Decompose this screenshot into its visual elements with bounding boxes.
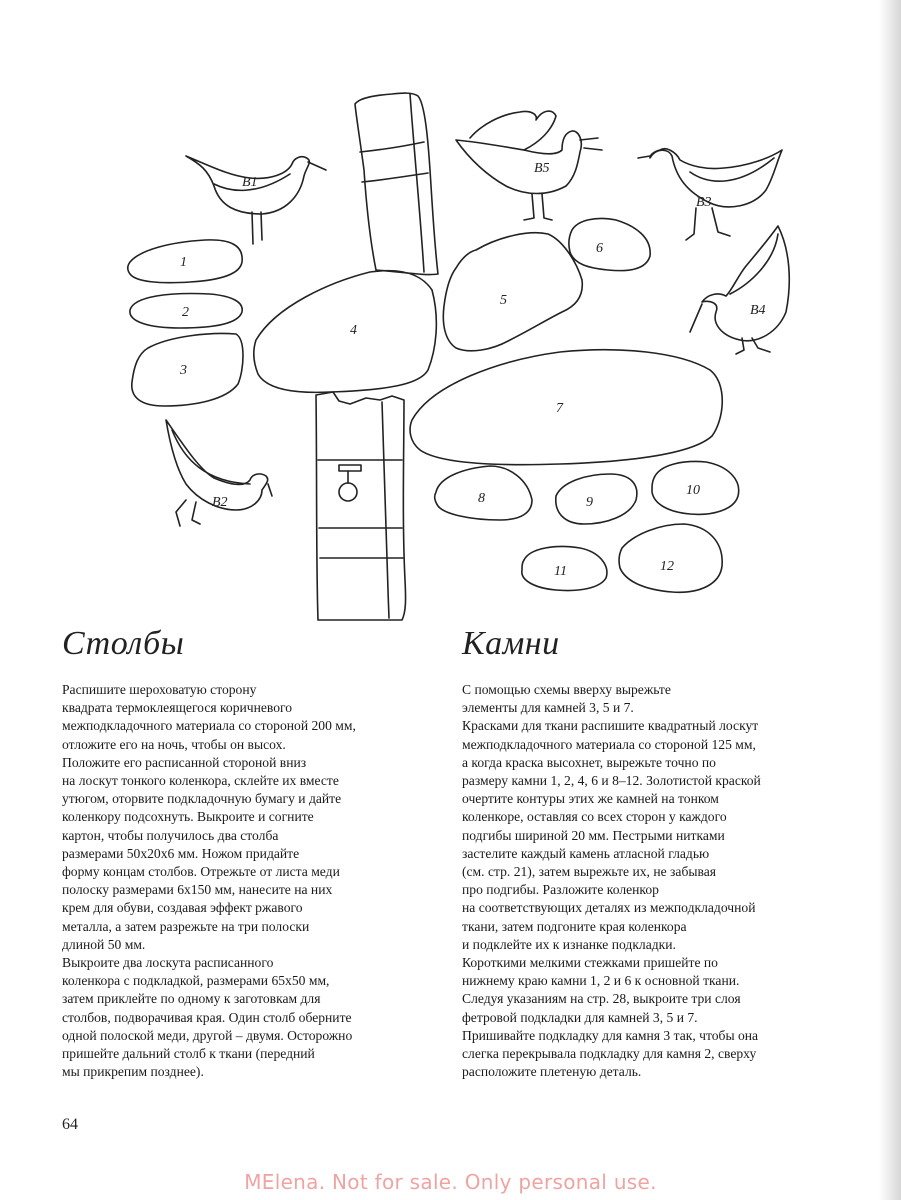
text-line: Короткими мелкими стежками пришейте по [462,955,718,971]
text-line: металла, а затем разрежьте на три полоски [62,918,310,934]
text-line: коленкору подсохнуть. Выкроите и согните [62,809,314,825]
text-line: крем для обуви, создавая эффект ржавого [62,900,303,916]
svg-text:B4: B4 [750,303,766,318]
text-line: полоску размерами 6х150 мм, нанесите на них [62,882,333,898]
stone-9-outline [556,474,637,524]
stone-2-outline [130,294,242,328]
svg-text:4: 4 [350,323,357,338]
stone-1-outline [128,240,242,283]
svg-text:B1: B1 [242,175,258,190]
text-line: одной полоской меди, другой – двумя. Осторожно [62,1027,353,1043]
svg-text:10: 10 [686,483,700,498]
text-line: фетровой подкладки для камней 3, 5 и 7. [462,1009,698,1025]
text-line: на лоскут тонкого коленкора, склейте их вместе [62,773,339,789]
text-line: затем приклейте по одному к заготовкам для [62,991,321,1007]
svg-text:12: 12 [660,559,674,574]
post-top-outline [355,93,438,274]
bird-b5-outline [456,111,602,220]
text-line: межподкладочного материала со стороной 200 мм, [62,718,356,734]
text-line: Красками для ткани распишите квадратный лоскут [462,718,759,734]
section-heading-posts: Столбы [62,625,185,662]
stone-6-outline [569,218,650,270]
text-line: нижнему краю камни 1, 2 и 6 к основной ткани. [462,973,740,989]
svg-text:8: 8 [478,491,485,506]
stone-3-outline [132,334,243,406]
svg-text:B5: B5 [534,161,550,176]
section-heading-stones: Камни [462,625,560,662]
text-line: Распишите шероховатую сторону [62,682,257,697]
stones-instructions [462,681,854,1081]
text-line: межподкладочного материала со стороной 125 мм, [462,736,756,752]
stone-8-outline [435,466,532,520]
text-line: Выкроите два лоскута расписанного [62,955,274,971]
stone-4-outline [254,271,437,393]
text-line: столбов, подворачивая края. Один столб оберните [62,1009,352,1025]
text-line: С помощью схемы вверху вырежьте [462,682,671,697]
text-line: расположите плетеную деталь. [462,1064,642,1080]
svg-text:2: 2 [182,305,189,320]
text-line: (см. стр. 21), затем вырежьте их, не забывая [462,864,717,880]
text-line: ткани, затем подгоните края коленкора [462,918,687,934]
text-line: картон, чтобы получилось два столба [62,827,279,843]
bird-b3-outline [638,149,782,240]
page-number: 64 [62,1116,78,1133]
text-line: про подгибы. Разложите коленкор [462,882,659,898]
text-line: пришейте дальний столб к ткани (передний [62,1046,315,1062]
text-line: отложите его на ночь, чтобы он высох. [62,736,286,752]
text-line: элементы для камней 3, 5 и 7. [462,700,634,716]
text-line: на соответствующих деталях из межподкладочной [462,900,756,916]
bird-b1-outline [186,156,326,244]
svg-text:3: 3 [180,363,187,378]
svg-text:7: 7 [556,401,563,416]
text-line: размерами 50х20х6 мм. Ножом придайте [62,845,300,861]
text-line: слегка перекрывала подкладку для камня 2, сверху [462,1046,757,1062]
text-line: утюгом, оторвите подкладочную бумагу и дайте [62,791,342,807]
stone-5-outline [443,233,582,351]
posts-instructions [62,681,442,1081]
svg-text:9: 9 [586,495,593,510]
text-line: квадрата термоклеящегося коричневого [62,700,293,716]
svg-text:B2: B2 [212,495,228,510]
bird-b4-outline [690,226,789,354]
svg-text:6: 6 [596,241,603,256]
text-line: и подклейте их к изнанке подкладки. [462,936,676,952]
text-line: подгибы шириной 20 мм. Пестрыми нитками [462,827,725,843]
text-line: длиной 50 мм. [62,936,146,952]
svg-text:11: 11 [554,564,567,579]
watermark-text: MElena. Not for sale. Only personal use. [244,1170,657,1194]
text-line: коленкоре, оставляя со всех сторон у каждого [462,809,727,825]
text-line: очертите контуры этих же камней на тонком [462,791,719,807]
bird-b2-outline [166,420,272,526]
svg-text:5: 5 [500,293,507,308]
text-line: Пришивайте подкладку для камня 3 так, чтобы она [462,1027,759,1043]
text-line: Следуя указаниям на стр. 28, выкроите три слоя [462,991,741,1007]
text-line: а когда краска высохнет, вырежьте точно по [462,754,716,770]
text-line: форму концам столбов. Отрежьте от листа меди [62,864,340,880]
text-line: Положите его расписанной стороной вниз [62,754,307,770]
svg-text:1: 1 [180,255,187,270]
stone-12-outline [619,524,722,592]
stone-11-outline [522,547,607,591]
stone-7-outline [410,350,722,465]
text-line: мы прикрепим позднее). [62,1064,204,1080]
text-line: коленкора с подкладкой, размерами 65х50 мм, [62,973,330,989]
svg-text:B3: B3 [696,195,712,210]
post-bottom-outline [316,392,406,620]
text-line: размеру камни 1, 2, 4, 6 и 8–12. Золотистой краской [462,773,761,789]
text-line: застелите каждый камень атласной гладью [462,845,710,861]
stone-10-outline [652,462,739,515]
